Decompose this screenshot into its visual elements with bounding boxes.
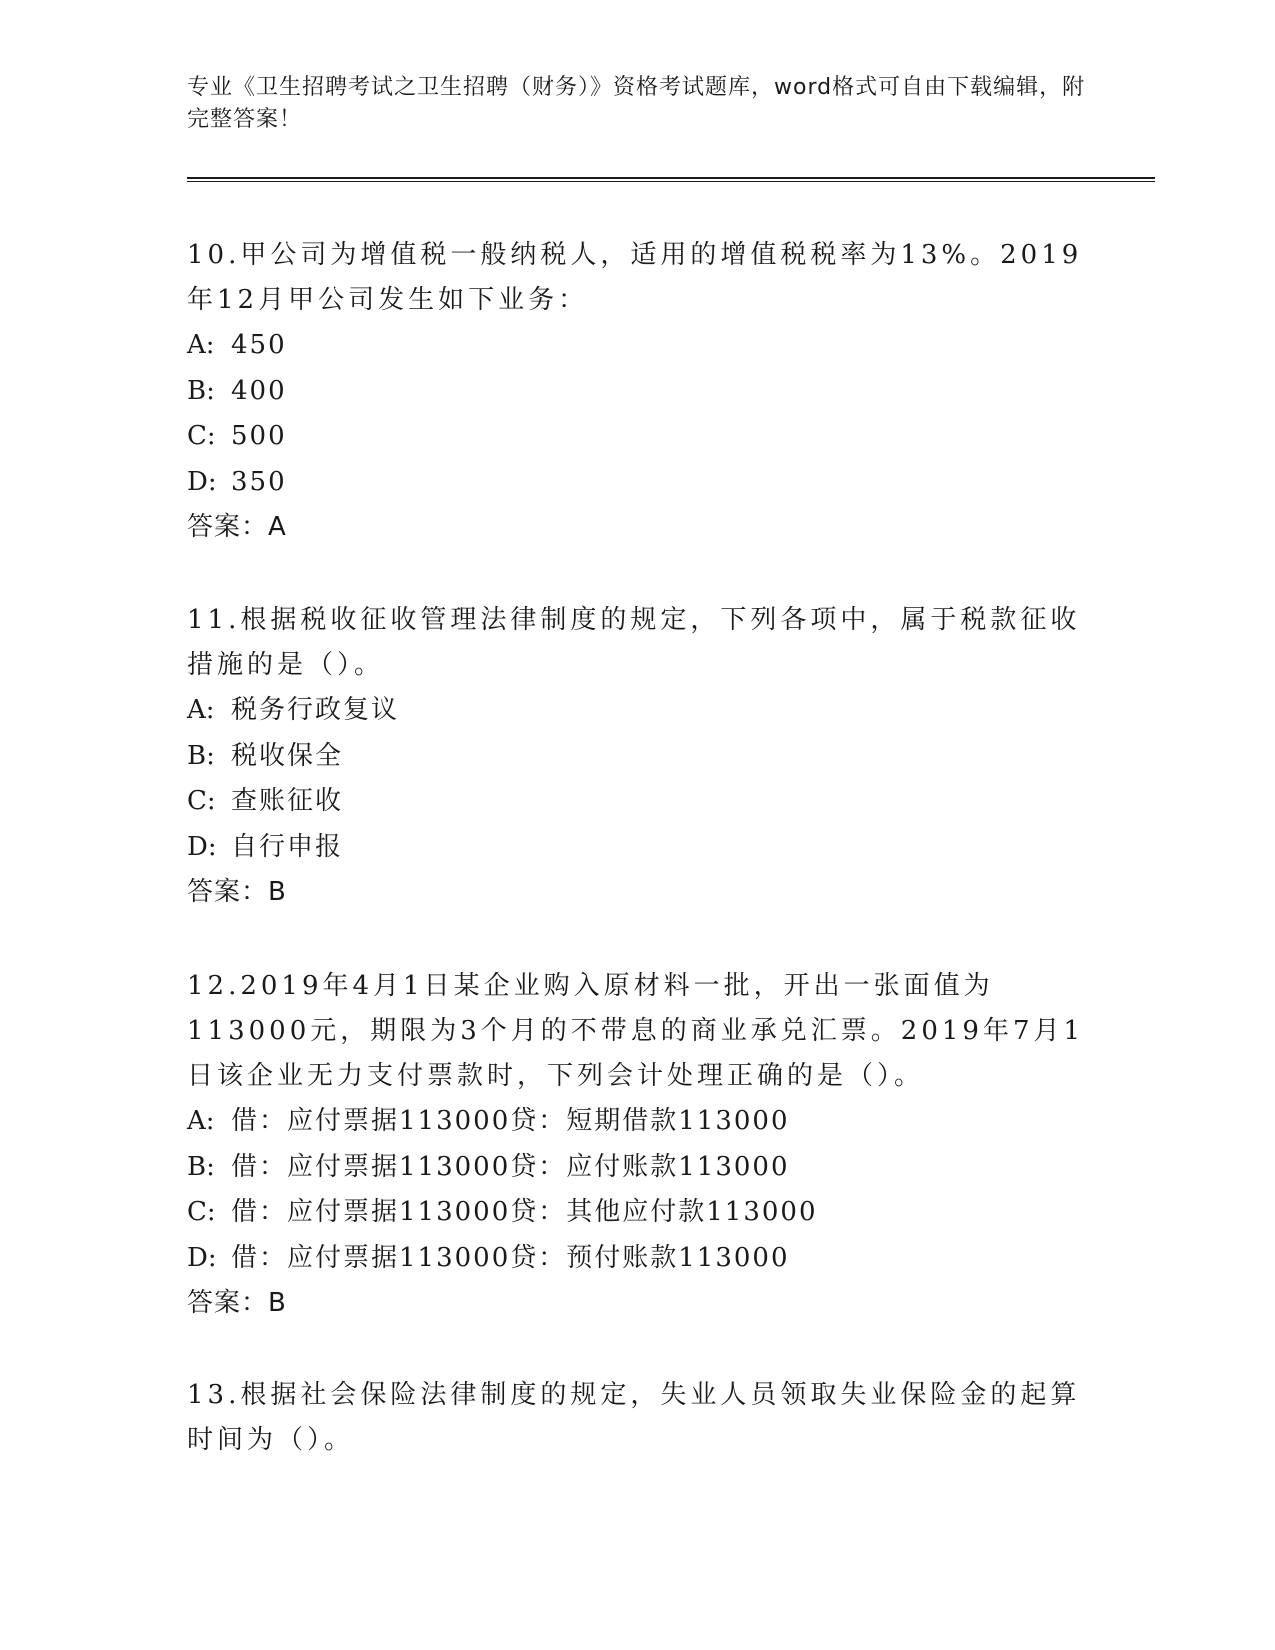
question-13 — [187, 1373, 1087, 1463]
option-letter: A: — [187, 1106, 215, 1136]
option-b — [187, 734, 1087, 780]
option-text: 税收保全 — [231, 740, 344, 771]
option-letter: C: — [187, 786, 216, 816]
question-11 — [187, 598, 1087, 915]
option-d — [187, 1236, 1087, 1282]
option-a — [187, 688, 1087, 734]
option-letter: B: — [187, 375, 215, 406]
option-text: 查账征收 — [231, 786, 344, 816]
header-divider — [187, 177, 1155, 182]
question-12 — [187, 964, 1087, 1326]
option-a — [187, 323, 1087, 369]
option-text: 借：应付票据113000贷：短期借款113000 — [231, 1106, 790, 1136]
option-text: 350 — [231, 466, 287, 497]
option-d — [187, 825, 1087, 871]
option-letter: B: — [187, 1151, 215, 1182]
option-d — [187, 460, 1087, 506]
option-text: 500 — [231, 421, 287, 451]
option-letter: C: — [187, 1197, 216, 1227]
answer-line: 答案：B — [187, 877, 287, 907]
option-text: 税务行政复议 — [231, 695, 400, 725]
question-10 — [187, 233, 1087, 550]
question-stem: 11.根据税收征收管理法律制度的规定，下列各项中，属于税款征收措施的是（）。 — [187, 605, 1081, 680]
option-letter: C: — [187, 421, 216, 451]
option-text: 自行申报 — [231, 831, 344, 862]
option-text: 450 — [231, 330, 287, 360]
option-text: 借：应付票据113000贷：应付账款113000 — [231, 1151, 790, 1182]
question-stem: 12.2019年4月1日某企业购入原材料一批，开出一张面值为113000元，期限为3个月的不带息的商业承兑汇票。2019年7月1日该企业无力支付票款时，下列会计处理正确的是（）。 — [187, 971, 1085, 1091]
option-b — [187, 1145, 1087, 1191]
option-a — [187, 1099, 1087, 1145]
option-letter: A: — [187, 330, 215, 360]
question-stem: 10.甲公司为增值税一般纳税人，适用的增值税税率为13%。2019年12月甲公司发生如下业务： — [187, 240, 1083, 315]
option-c — [187, 779, 1087, 825]
option-letter: D: — [187, 466, 217, 497]
option-text: 借：应付票据113000贷：其他应付款113000 — [231, 1197, 818, 1227]
option-letter: A: — [187, 695, 215, 725]
answer-line: 答案：A — [187, 512, 287, 542]
document-header: 专业《卫生招聘考试之卫生招聘（财务）》资格考试题库，word格式可自由下载编辑，附完整答案！ — [187, 75, 1086, 132]
option-c — [187, 1190, 1087, 1236]
option-b — [187, 369, 1087, 415]
option-letter: D: — [187, 831, 217, 862]
option-text: 400 — [231, 375, 287, 406]
option-letter: B: — [187, 740, 215, 771]
option-text: 借：应付票据113000贷：预付账款113000 — [231, 1242, 790, 1273]
answer-line: 答案：B — [187, 1288, 287, 1318]
question-stem: 13.根据社会保险法律制度的规定，失业人员领取失业保险金的起算时间为（）。 — [187, 1380, 1081, 1455]
option-c — [187, 414, 1087, 460]
option-letter: D: — [187, 1242, 217, 1273]
